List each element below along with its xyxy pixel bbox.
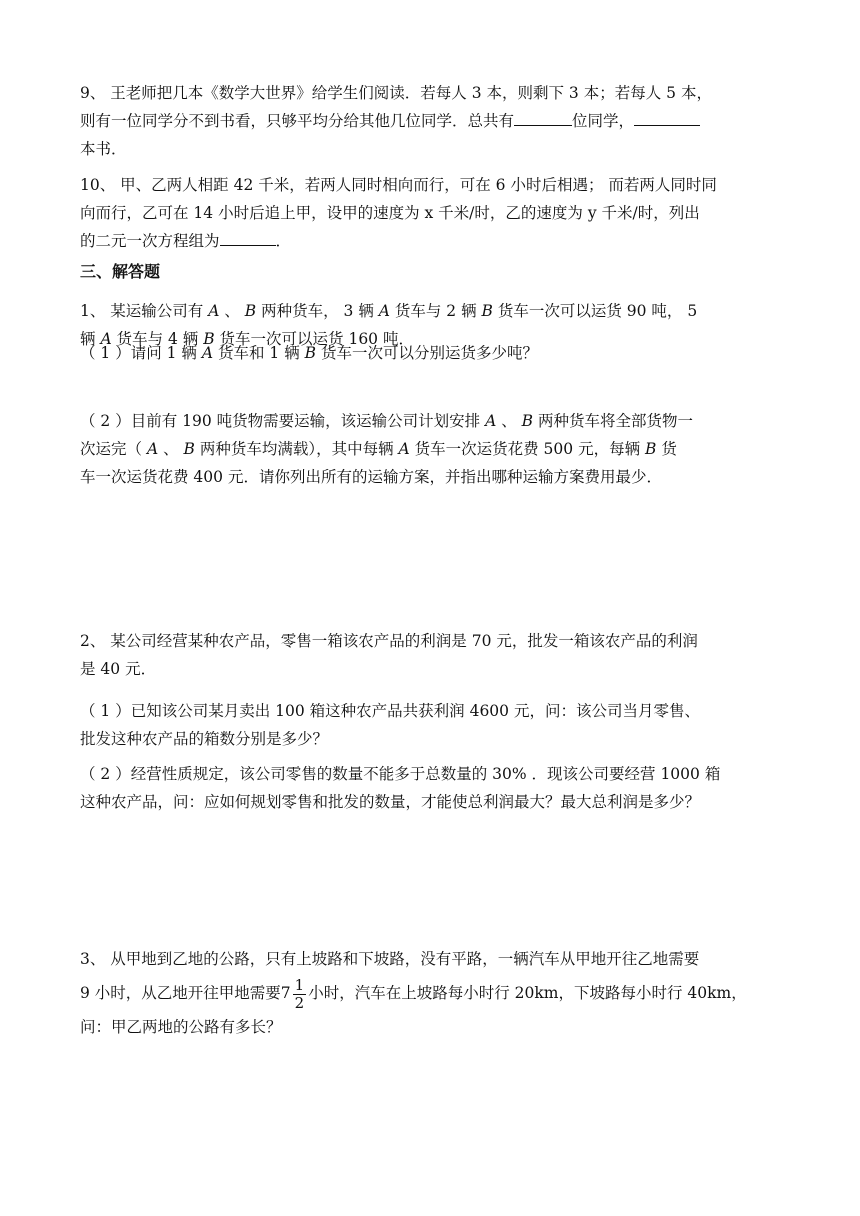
q10-line-3-text: 的二元一次方程组为 [80, 232, 220, 250]
problem-1-part-2 [80, 407, 780, 491]
problem-3 [80, 945, 780, 1041]
problem-2 [80, 627, 780, 683]
section-3-title: 三、解答题 [80, 262, 161, 281]
p2-sub2-line-2: 这种农产品，问：应如何规划零售和批发的数量，才能使总利润最大？最大总利润是多少？ [80, 793, 701, 811]
p2-intro-line-2: 是 40 元． [80, 660, 157, 678]
q10-line-2: 向而行，乙可在 14 小时后追上甲，设甲的速度为 x 千米/时，乙的速度为 y 千米/时，列出 [80, 204, 700, 222]
q9-line-1: 9、 王老师把几本《数学大世界》给学生们阅读．若每人 3 本，则剩下 3 本；若每人 5 本， [80, 84, 712, 102]
q9-line-2-text-b: 位同学， [572, 112, 635, 130]
question-10 [80, 171, 780, 255]
p2-sub1-line-2: 批发这种农产品的箱数分别是多少？ [80, 730, 329, 748]
p2-sub1-line-1: （ 1 ）已知该公司某月卖出 100 箱这种农产品共获利润 4600 元，问：该公司当月零售、 [80, 702, 700, 720]
p1-intro-line-2: 辆 A 货车与 4 辆 B 货车一次可以运货 160 吨． [80, 330, 414, 348]
problem-2-part-1 [80, 697, 780, 753]
problem-2-part-2 [80, 760, 780, 816]
p1-sub2-line-3: 车一次运货花费 400 元．请你列出所有的运输方案，并指出哪种运输方案费用最少． [80, 468, 662, 486]
problem-1-part-1 [80, 339, 780, 367]
p3-line-2: 9 小时，从乙地开往甲地需要7 $\frac{1}{2}$ 小时，汽车在上坡路每小时行 20km，下坡路每小时行 40km， [80, 975, 747, 1012]
p3-line-1: 3、 从甲地到乙地的公路，只有上坡路和下坡路，没有平路，一辆汽车从甲地开往乙地需要 [80, 950, 700, 968]
p1-intro-line-1: 1、 某运输公司有 A 、 B 两种货车， 3 辆 A 货车与 2 辆 B 货车一次可以运货 90 吨， 5 [80, 302, 698, 320]
p1-sub2-line-1: （ 2 ）目前有 190 吨货物需要运输，该运输公司计划安排 A 、 B 两种货车将全部货物一 [80, 412, 693, 430]
q10-line-1: 10、 甲、乙两人相距 42 千米，若两人同时相向而行，可在 6 小时后相遇； 而若两人同时同 [80, 176, 717, 194]
q10-line-3-end: ． [275, 232, 292, 250]
q9-line-3: 本书． [80, 140, 127, 158]
fraction-numerator: 1 [294, 975, 305, 994]
q10-blank-equations[interactable] [220, 229, 276, 246]
section-3 [80, 258, 780, 286]
p2-intro-line-1: 2、 某公司经营某种农产品，零售一箱该农产品的利润是 70 元，批发一箱该农产品的利润 [80, 632, 698, 650]
p1-sub2-line-2: 次运完（ A 、 B 两种货车均满载），其中每辆 A 货车一次运货花费 500 元，每辆 B 货 [80, 440, 677, 458]
q9-blank-students[interactable] [514, 109, 572, 126]
p1-sub1: （ 1 ）请问 1 辆 A 货车和 1 辆 B 货车一次可以分别运货多少吨？ [80, 344, 538, 362]
mixed-number-whole: 7 [280, 984, 291, 1002]
fraction-denominator: 2 [294, 993, 305, 1012]
q9-line-2 [80, 107, 780, 135]
q9-line-2-text-a: 则有一位同学分不到书看，只够平均分给其他几位同学．总共有 [80, 112, 515, 130]
fraction-one-half [293, 977, 307, 1012]
question-9 [80, 79, 780, 163]
p2-sub2-line-1: （ 2 ）经营性质规定，该公司零售的数量不能多于总数量的 30% ．现该公司要经营 1000 箱 [80, 765, 721, 783]
q10-line-3 [80, 227, 780, 255]
p3-line-3: 问：甲乙两地的公路有多长？ [80, 1018, 282, 1036]
q9-blank-books[interactable] [634, 109, 700, 126]
